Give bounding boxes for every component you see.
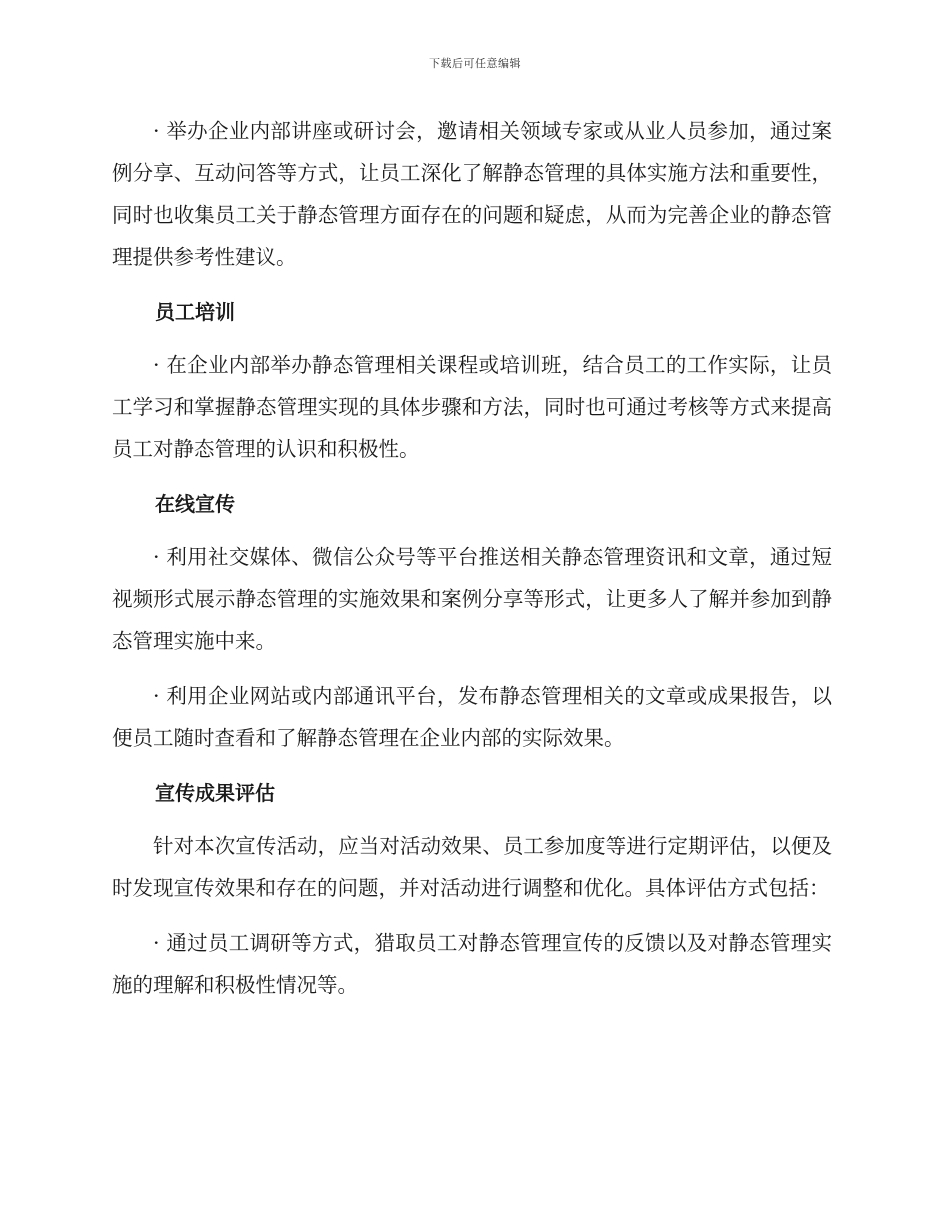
section-heading-evaluation: 宣传成果评估 bbox=[155, 781, 275, 805]
paragraph-survey: · 通过员工调研等方式，猎取员工对静态管理宣传的反馈以及对静态管理实施的理解和积极性情况等。 bbox=[112, 931, 832, 997]
paragraph-lecture: · 举办企业内部讲座或研讨会，邀请相关领域专家或从业人员参加，通过案例分享、互动问答等方式，让员工深化了解静态管理的具体实施方法和重要性，同时也收集员工关于静态管理方面存在的问题和疑虑，从而为完善企业的静态管理提供参考性建议。 bbox=[112, 119, 832, 269]
paragraph-evaluation-intro: 针对本次宣传活动，应当对活动效果、员工参加度等进行定期评估，以便及时发现宣传效果和存在的问题，并对活动进行调整和优化。具体评估方式包括： bbox=[112, 834, 832, 900]
paragraph-website: · 利用企业网站或内部通讯平台，发布静态管理相关的文章或成果报告，以便员工随时查看和了解静态管理在企业内部的实际效果。 bbox=[112, 684, 832, 750]
paragraph-training: · 在企业内部举办静态管理相关课程或培训班，结合员工的工作实际，让员工学习和掌握静态管理实现的具体步骤和方法，同时也可通过考核等方式来提高员工对静态管理的认识和积极性。 bbox=[112, 353, 832, 461]
paragraph-social-media: · 利用社交媒体、微信公众号等平台推送相关静态管理资讯和文章，通过短视频形式展示静态管理的实施效果和案例分享等形式，让更多人了解并参加到静态管理实施中来。 bbox=[112, 545, 832, 653]
page-header: 下载后可任意编辑 bbox=[429, 57, 521, 70]
document-body bbox=[112, 110, 832, 1019]
section-heading-training: 员工培训 bbox=[155, 300, 235, 324]
section-heading-online: 在线宣传 bbox=[155, 492, 235, 516]
